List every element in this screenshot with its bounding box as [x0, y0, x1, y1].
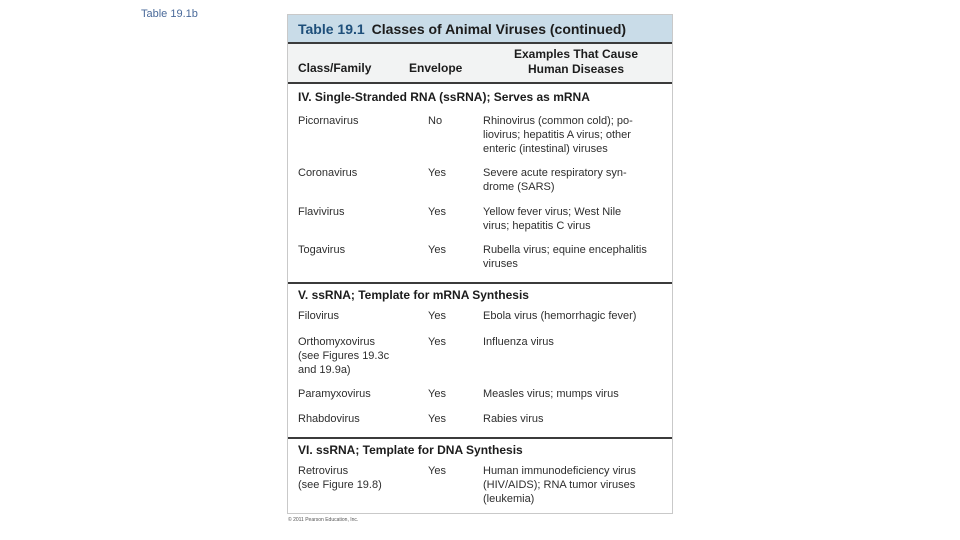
- cell-family: Orthomyxovirus (see Figures 19.3c and 19.9a): [298, 336, 390, 376]
- section-title: VI. ssRNA; Template for DNA Synthesis: [298, 443, 523, 457]
- table-body: [288, 84, 672, 517]
- cell-examples: Rhinovirus (common cold); po- liovirus; hepatitis A virus; other enteric (intestinal) viruses: [483, 115, 633, 155]
- cell-examples: Measles virus; mumps virus: [483, 388, 619, 400]
- copyright-notice: © 2011 Pearson Education, Inc.: [288, 517, 359, 523]
- cell-examples: Yellow fever virus; West Nile virus; hepatitis C virus: [483, 206, 622, 232]
- cell-envelope: Yes: [428, 336, 446, 348]
- cell-envelope: Yes: [428, 167, 446, 179]
- cell-envelope: Yes: [428, 413, 446, 425]
- cell-envelope: Yes: [428, 465, 446, 477]
- cell-examples: Rubella virus; equine encephalitis viruses: [483, 244, 647, 270]
- cell-envelope: No: [428, 115, 443, 127]
- cell-envelope: Yes: [428, 310, 446, 322]
- cell-examples: Human immunodeficiency virus (HIV/AIDS); RNA tumor viruses (leukemia): [483, 465, 636, 505]
- cell-family: Togavirus: [298, 244, 346, 256]
- cell-examples: Influenza virus: [483, 336, 554, 348]
- section-title: V. ssRNA; Template for mRNA Synthesis: [298, 288, 529, 302]
- table-title: Classes of Animal Viruses (continued): [371, 20, 627, 37]
- column-headers: [288, 42, 672, 84]
- cell-family: Paramyxovirus: [298, 388, 371, 400]
- cell-envelope: Yes: [428, 388, 446, 400]
- header-examples-line1: Examples That Cause: [513, 47, 639, 61]
- cell-family: Flavivirus: [298, 206, 345, 218]
- slide-label: Table 19.1b: [141, 8, 198, 20]
- cell-envelope: Yes: [428, 244, 446, 256]
- section-divider: [288, 282, 672, 284]
- table-title-bar: [288, 15, 672, 42]
- cell-family: Coronavirus: [298, 167, 358, 179]
- cell-family: Filovirus: [298, 310, 339, 322]
- table-number: Table 19.1: [298, 20, 365, 37]
- section-title: IV. Single-Stranded RNA (ssRNA); Serves as mRNA: [298, 90, 590, 104]
- header-examples: [496, 47, 656, 77]
- cell-family: Picornavirus: [298, 115, 359, 127]
- cell-examples: Ebola virus (hemorrhagic fever): [483, 310, 637, 322]
- cell-family: Rhabdovirus: [298, 413, 360, 425]
- cell-examples: Rabies virus: [483, 413, 544, 425]
- cell-family: Retrovirus (see Figure 19.8): [298, 465, 382, 491]
- header-class-family: Class/Family: [298, 61, 372, 75]
- cell-envelope: Yes: [428, 206, 446, 218]
- header-examples-line2: Human Diseases: [527, 62, 625, 76]
- section-divider: [288, 437, 672, 439]
- header-envelope: Envelope: [409, 61, 463, 75]
- virus-table: [287, 14, 673, 514]
- cell-examples: Severe acute respiratory syn- drome (SARS): [483, 167, 627, 193]
